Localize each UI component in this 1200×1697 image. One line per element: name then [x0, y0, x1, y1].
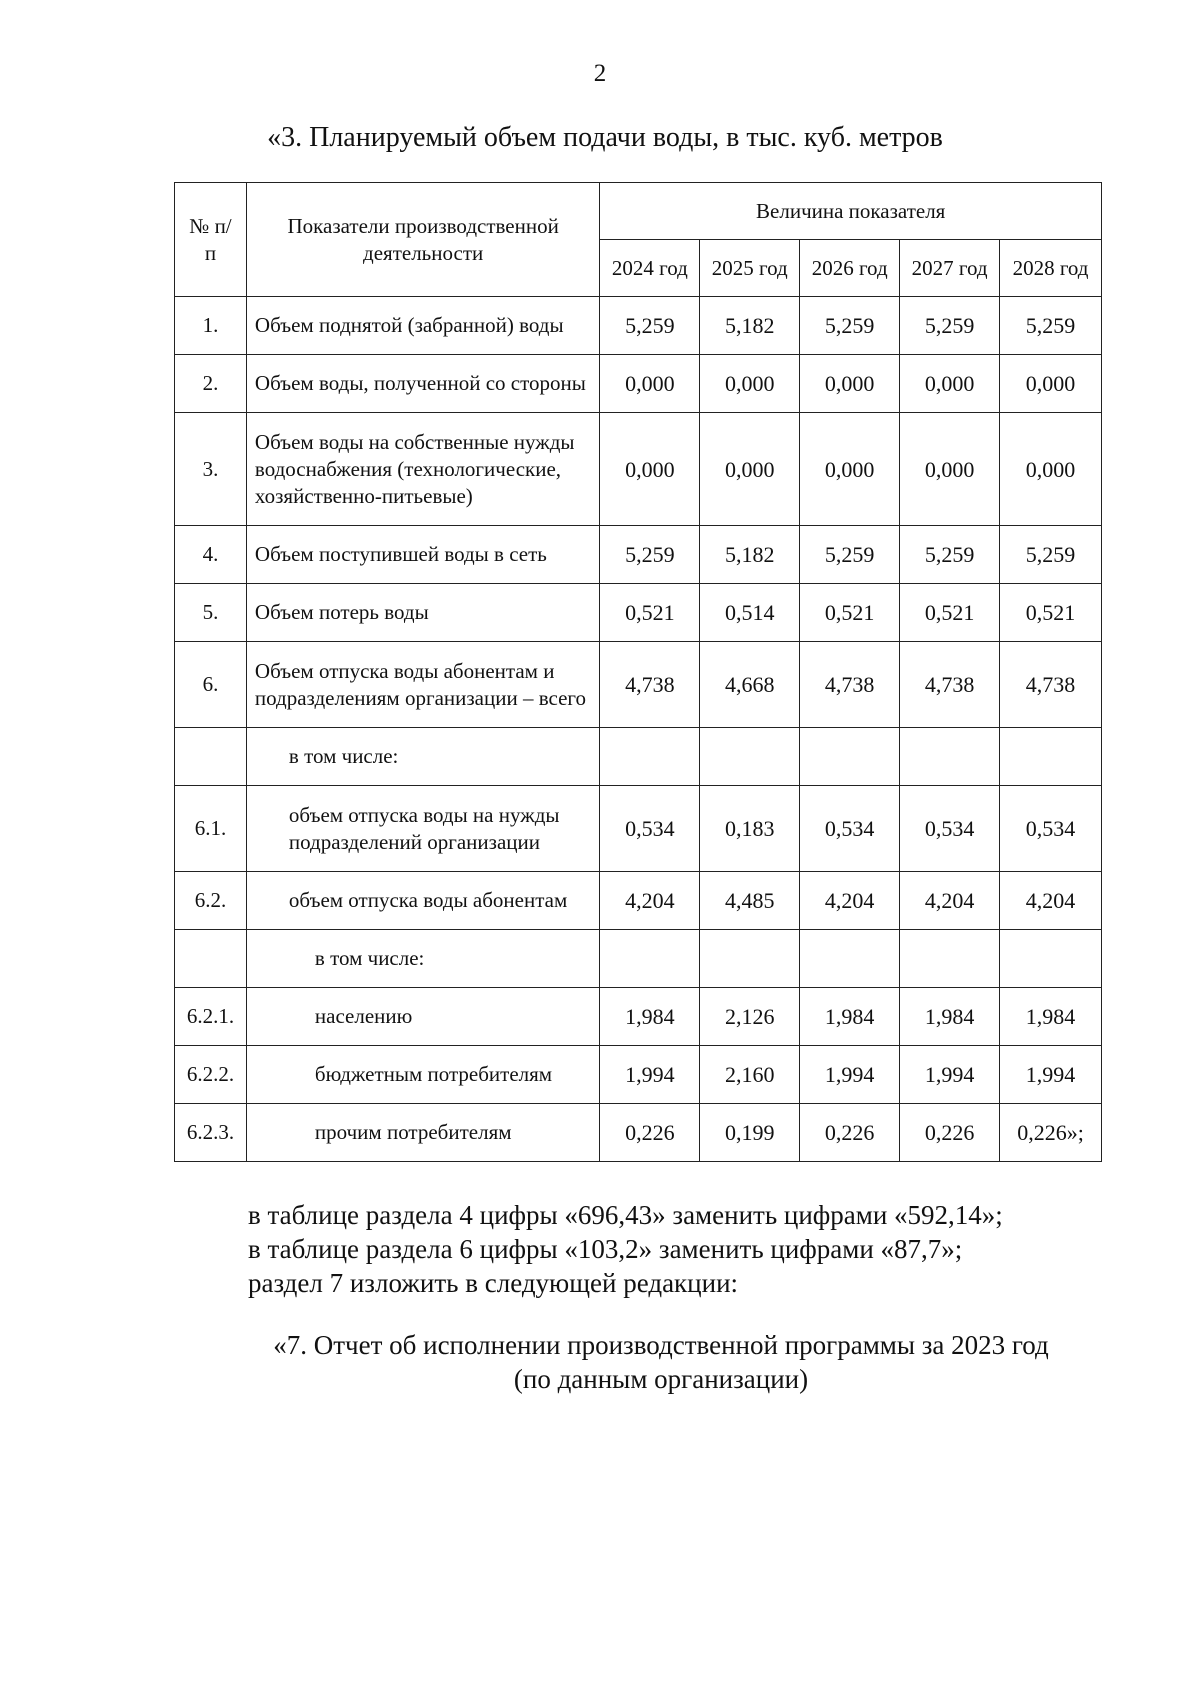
row-value: 0,000 [900, 413, 1000, 526]
row-number: 3. [175, 413, 247, 526]
section-title: «3. Планируемый объем подачи воды, в тыс. куб. метров [267, 122, 943, 153]
row-label: Объем воды, полученной со стороны [246, 355, 599, 413]
row-number: 6.1. [175, 786, 247, 872]
row-value: 0,226 [800, 1104, 900, 1162]
row-label: Объем поступившей воды в сеть [246, 526, 599, 584]
row-value [800, 728, 900, 786]
paragraph: раздел 7 изложить в следующей редакции: [248, 1268, 739, 1298]
row-value: 0,000 [900, 355, 1000, 413]
row-value: 0,183 [700, 786, 800, 872]
row-value: 5,259 [800, 526, 900, 584]
row-value: 0,199 [700, 1104, 800, 1162]
paragraph: в таблице раздела 6 цифры «103,2» заменить цифрами «87,7»; [248, 1234, 963, 1264]
row-value: 4,204 [900, 872, 1000, 930]
row-number: 6.2.2. [175, 1046, 247, 1104]
row-value [1000, 728, 1102, 786]
row-value: 0,534 [1000, 786, 1102, 872]
row-value: 0,000 [1000, 413, 1102, 526]
row-number: 6. [175, 642, 247, 728]
row-value: 5,259 [600, 297, 700, 355]
row-value: 5,259 [600, 526, 700, 584]
row-number: 6.2.3. [175, 1104, 247, 1162]
row-value: 1,984 [900, 988, 1000, 1046]
row-label: Объем поднятой (забранной) воды [246, 297, 599, 355]
row-value: 0,514 [700, 584, 800, 642]
table-row [175, 728, 1102, 786]
table-row [175, 872, 1102, 930]
row-number [175, 930, 247, 988]
page-number: 2 [593, 60, 607, 87]
row-value: 0,226 [600, 1104, 700, 1162]
row-number [175, 728, 247, 786]
row-value: 4,738 [1000, 642, 1102, 728]
row-number: 5. [175, 584, 247, 642]
table-row [175, 786, 1102, 872]
table-row [175, 297, 1102, 355]
row-label: в том числе: [246, 930, 599, 988]
row-value: 5,259 [1000, 526, 1102, 584]
section-seven-line2: (по данным организации) [513, 1364, 809, 1394]
row-number: 6.2.1. [175, 988, 247, 1046]
row-value: 1,994 [800, 1046, 900, 1104]
row-value: 0,226 [900, 1104, 1000, 1162]
header-indicator: Показатели производственной деятельности [246, 183, 599, 297]
row-value: 4,668 [700, 642, 800, 728]
row-label: объем отпуска воды на нужды подразделений организации [246, 786, 599, 872]
row-value [600, 728, 700, 786]
section-seven-line1: «7. Отчет об исполнении производственной программы за 2023 год [273, 1330, 1049, 1360]
row-value: 5,259 [1000, 297, 1102, 355]
table-row [175, 930, 1102, 988]
row-label: прочим потребителям [246, 1104, 599, 1162]
row-value: 5,259 [900, 297, 1000, 355]
row-value: 1,994 [600, 1046, 700, 1104]
row-value: 4,204 [800, 872, 900, 930]
row-label: Объем потерь воды [246, 584, 599, 642]
row-value: 4,738 [600, 642, 700, 728]
row-number: 2. [175, 355, 247, 413]
row-number: 1. [175, 297, 247, 355]
row-value: 0,534 [600, 786, 700, 872]
row-value: 1,984 [800, 988, 900, 1046]
row-value: 4,738 [800, 642, 900, 728]
table-row [175, 584, 1102, 642]
water-supply-table [174, 182, 1102, 1162]
row-value: 5,259 [800, 297, 900, 355]
row-value: 0,534 [900, 786, 1000, 872]
header-year: 2025 год [700, 240, 800, 297]
row-label: бюджетным потребителям [246, 1046, 599, 1104]
row-label: в том числе: [246, 728, 599, 786]
header-year: 2027 год [900, 240, 1000, 297]
table-row [175, 988, 1102, 1046]
table-row [175, 1104, 1102, 1162]
row-value: 5,259 [900, 526, 1000, 584]
row-value: 2,126 [700, 988, 800, 1046]
row-value: 1,984 [1000, 988, 1102, 1046]
row-label: Объем отпуска воды абонентам и подразделениям организации – всего [246, 642, 599, 728]
row-value: 5,182 [700, 526, 800, 584]
row-value: 0,521 [900, 584, 1000, 642]
row-label: Объем воды на собственные нужды водоснабжения (технологические, хозяйственно-питьевые) [246, 413, 599, 526]
row-label: населению [246, 988, 599, 1046]
table-row [175, 355, 1102, 413]
row-value: 0,521 [600, 584, 700, 642]
row-value [700, 728, 800, 786]
row-value: 2,160 [700, 1046, 800, 1104]
row-value [600, 930, 700, 988]
row-value [700, 930, 800, 988]
row-value: 0,000 [800, 355, 900, 413]
table-row [175, 1046, 1102, 1104]
row-value: 0,226»; [1000, 1104, 1102, 1162]
header-year: 2024 год [600, 240, 700, 297]
row-value: 0,000 [700, 413, 800, 526]
row-value: 0,000 [600, 355, 700, 413]
header-year: 2026 год [800, 240, 900, 297]
row-value: 0,000 [800, 413, 900, 526]
row-number: 6.2. [175, 872, 247, 930]
row-number: 4. [175, 526, 247, 584]
row-label: объем отпуска воды абонентам [246, 872, 599, 930]
row-value: 0,000 [600, 413, 700, 526]
row-value: 0,521 [1000, 584, 1102, 642]
row-value: 1,994 [900, 1046, 1000, 1104]
row-value: 0,000 [1000, 355, 1102, 413]
row-value: 1,994 [1000, 1046, 1102, 1104]
table-row [175, 413, 1102, 526]
row-value: 0,000 [700, 355, 800, 413]
row-value [1000, 930, 1102, 988]
section-seven-title [226, 1328, 1096, 1396]
row-value: 4,204 [600, 872, 700, 930]
row-value [800, 930, 900, 988]
row-value: 4,204 [1000, 872, 1102, 930]
header-value-group: Величина показателя [600, 183, 1102, 240]
row-value [900, 930, 1000, 988]
table-row [175, 526, 1102, 584]
table-row [175, 642, 1102, 728]
row-value: 5,182 [700, 297, 800, 355]
row-value: 0,534 [800, 786, 900, 872]
amendment-paragraphs [248, 1198, 1148, 1300]
row-value [900, 728, 1000, 786]
header-num: № п/п [175, 183, 247, 297]
row-value: 4,738 [900, 642, 1000, 728]
header-year: 2028 год [1000, 240, 1102, 297]
row-value: 0,521 [800, 584, 900, 642]
row-value: 1,984 [600, 988, 700, 1046]
paragraph: в таблице раздела 4 цифры «696,43» заменить цифрами «592,14»; [248, 1200, 1003, 1230]
row-value: 4,485 [700, 872, 800, 930]
